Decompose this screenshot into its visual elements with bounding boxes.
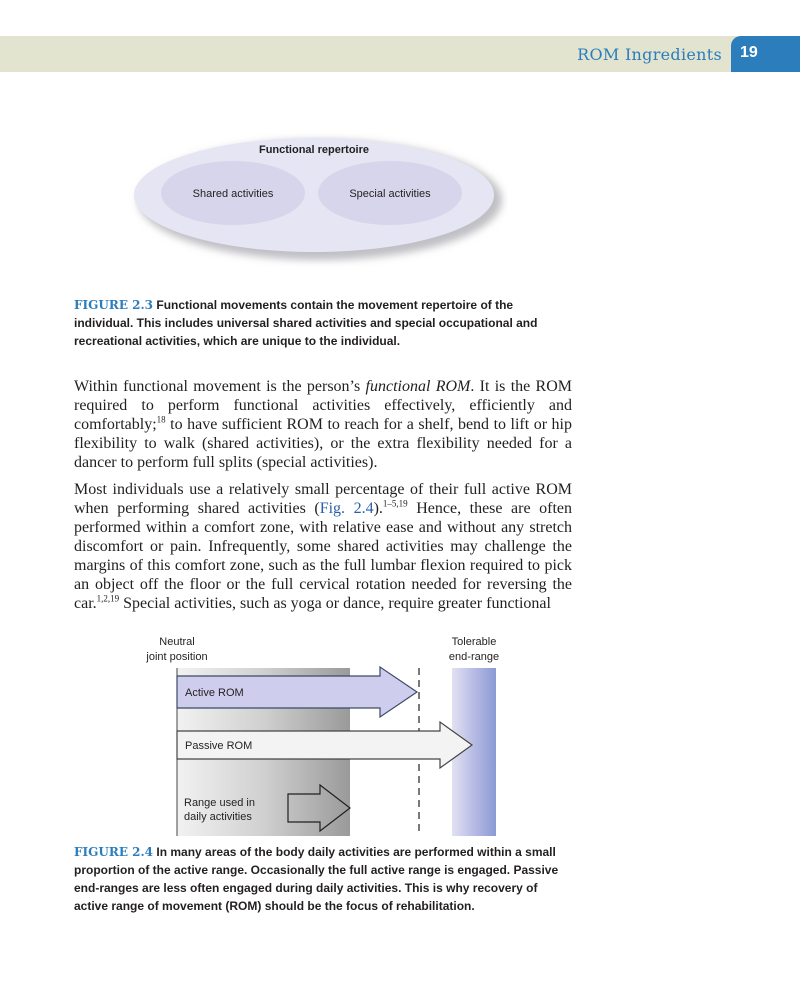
functional-rom-term: functional ROM bbox=[365, 378, 471, 395]
functional-repertoire-label: Functional repertoire bbox=[258, 144, 370, 156]
citation: 1–5,19 bbox=[382, 498, 408, 509]
active-rom-label: Active ROM bbox=[185, 687, 244, 699]
neutral-label-line2: joint position bbox=[146, 651, 208, 663]
citation: 18 bbox=[156, 414, 166, 425]
figure-2-3-caption bbox=[74, 296, 574, 350]
citation: 1,2,19 bbox=[96, 593, 120, 604]
endrange-label-line2: end-range bbox=[448, 651, 500, 663]
paragraph-functional-rom: Within functional movement is the person’s functional ROM. It is the ROM required to perform functional activities effectively, efficiently and comfortably;$^{18}$ to have sufficient ROM to reach for a shelf, bend to lift or hip flexibility to walk (shared activities), or the extra flexibility needed for a dancer to perform full splits (special activities). bbox=[74, 378, 573, 471]
figure-2-4-diagram bbox=[140, 632, 520, 840]
passive-rom-label: Passive ROM bbox=[185, 740, 253, 752]
running-title: ROM Ingredients bbox=[577, 45, 722, 64]
figure-2-4-link[interactable]: Fig. 2.4 bbox=[319, 500, 374, 517]
figure-2-3-number: FIGURE 2.3 bbox=[74, 298, 154, 312]
page-number: 19 bbox=[740, 44, 758, 61]
figure-2-3-diagram bbox=[128, 125, 508, 275]
figure-2-4-number: FIGURE 2.4 bbox=[74, 845, 154, 859]
figure-2-3-caption-text: Functional movements contain the movement repertoire of the individual. This includes universal shared activities and special occupational and recreational activities, which are unique to the individual. bbox=[74, 298, 538, 348]
special-activities-label: Special activities bbox=[349, 188, 431, 200]
endrange-label-line1: Tolerable bbox=[451, 636, 497, 648]
shared-activities-label: Shared activities bbox=[192, 188, 274, 200]
paragraph-shared-activities: Most individuals use a relatively small percentage of their full active ROM when performing shared activities (Fig. 2.4).$^{1-5,19}$ Hence, these are often performed within a comfort zone, with relative ease and without any stretch discomfort or pain. Infrequently, some shared activities may challenge the margins of this comfort zone, such as the full lumbar flexion required to pick an object off the floor or the full cervical rotation needed for reversing the car.$^{1,2,19}$ Special activities, such as yoga or dance, require greater functional bbox=[74, 481, 573, 612]
neutral-label-line1: Neutral bbox=[159, 636, 195, 648]
figure-2-4-caption-text: In many areas of the body daily activities are performed within a small proportion of the active range. Occasionally the full active range is engaged. Passive end-ranges are less often engaged during daily activities. This is why recovery of active range of movement (ROM) should be the focus of rehabilitation. bbox=[74, 845, 559, 913]
figure-2-4-caption bbox=[74, 843, 564, 915]
daily-activities-label-line2: daily activities bbox=[184, 811, 252, 823]
daily-activities-label-line1: Range used in bbox=[184, 797, 255, 809]
